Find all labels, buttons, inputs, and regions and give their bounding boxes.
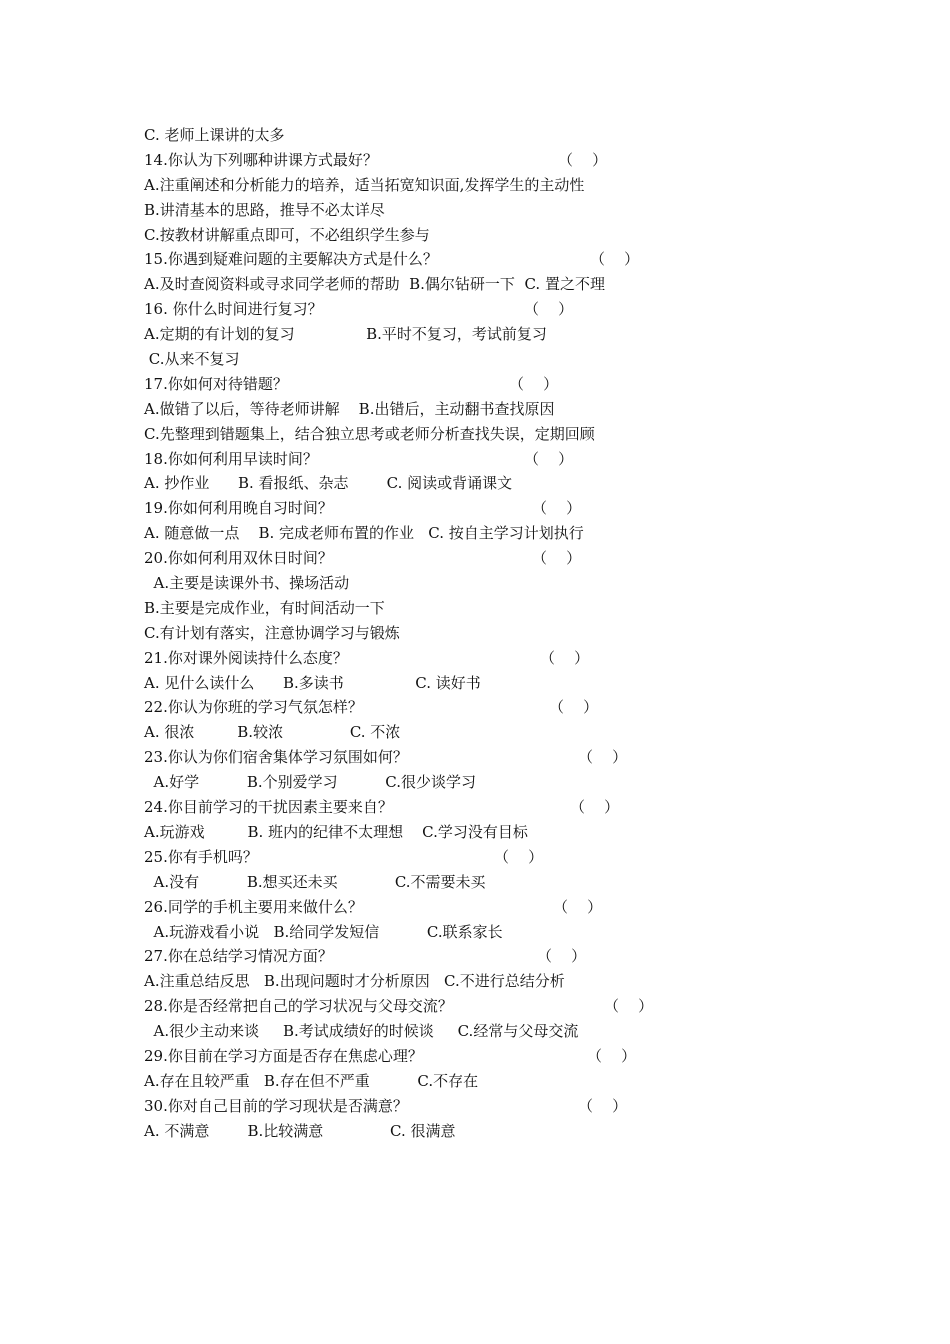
answer-option-line bbox=[144, 720, 744, 745]
option-text: A.定期的有计划的复习 B.平时不复习，考试前复习 bbox=[144, 325, 547, 344]
question-text: 24.你目前学习的干扰因素主要来自？ bbox=[144, 798, 393, 817]
question-line bbox=[144, 745, 744, 770]
option-text: A.及时查阅资料或寻求同学老师的帮助 B.偶尔钻研一下 C. 置之不理 bbox=[144, 275, 605, 294]
answer-blank[interactable]: （ ） bbox=[532, 549, 582, 568]
answer-option-line bbox=[144, 770, 744, 795]
answer-option-line bbox=[144, 422, 744, 447]
question-text: 16. 你什么时间进行复习？ bbox=[144, 300, 323, 319]
question-text: 22.你认为你班的学习气氛怎样？ bbox=[144, 698, 363, 717]
question-text: 29.你目前在学习方面是否存在焦虑心理？ bbox=[144, 1046, 423, 1065]
answer-blank[interactable]: （ ） bbox=[532, 499, 582, 518]
option-text: C.有计划有落实，注意协调学习与锻炼 bbox=[144, 623, 400, 642]
option-text: A. 不满意 B.比较满意 C. 很满意 bbox=[144, 1121, 456, 1140]
answer-blank[interactable]: （ ） bbox=[524, 300, 574, 319]
answer-blank[interactable]: （ ） bbox=[509, 374, 559, 393]
answer-option-line bbox=[144, 920, 744, 945]
option-text: A.做错了以后，等待老师讲解 B.出错后，主动翻书查找原因 bbox=[144, 399, 555, 418]
question-line bbox=[144, 496, 744, 521]
answer-option-line bbox=[144, 1069, 744, 1094]
question-line bbox=[144, 994, 744, 1019]
question-line bbox=[144, 695, 744, 720]
question-text: 19.你如何利用晚自习时间？ bbox=[144, 499, 333, 518]
answer-option-line bbox=[144, 123, 744, 148]
answer-blank[interactable]: （ ） bbox=[590, 250, 640, 269]
question-text: 20.你如何利用双休日时间？ bbox=[144, 549, 333, 568]
question-line bbox=[144, 148, 744, 173]
question-line bbox=[144, 895, 744, 920]
answer-option-line bbox=[144, 198, 744, 223]
option-text: A.很少主动来谈 B.考试成绩好的时候谈 C.经常与父母交流 bbox=[144, 1022, 579, 1041]
option-text: A. 很浓 B.较浓 C. 不浓 bbox=[144, 723, 401, 742]
answer-blank[interactable]: （ ） bbox=[540, 648, 590, 667]
question-line bbox=[144, 297, 744, 322]
question-line bbox=[144, 646, 744, 671]
question-line bbox=[144, 247, 744, 272]
answer-option-line bbox=[144, 571, 744, 596]
answer-option-line bbox=[144, 397, 744, 422]
option-text: A.玩游戏 B. 班内的纪律不太理想 C.学习没有目标 bbox=[144, 822, 528, 841]
answer-option-line bbox=[144, 596, 744, 621]
answer-option-line bbox=[144, 471, 744, 496]
option-text: A.注重阐述和分析能力的培养，适当拓宽知识面,发挥学生的主动性 bbox=[144, 175, 585, 194]
question-line bbox=[144, 944, 744, 969]
question-text: 26.同学的手机主要用来做什么？ bbox=[144, 897, 363, 916]
option-text: A. 随意做一点 B. 完成老师布置的作业 C. 按自主学习计划执行 bbox=[144, 524, 584, 543]
answer-blank[interactable]: （ ） bbox=[524, 449, 574, 468]
option-text: A.玩游戏看小说 B.给同学发短信 C.联系家长 bbox=[144, 922, 503, 941]
question-line bbox=[144, 1044, 744, 1069]
question-line bbox=[144, 845, 744, 870]
answer-option-line bbox=[144, 1119, 744, 1144]
question-text: 15.你遇到疑难问题的主要解决方式是什么？ bbox=[144, 250, 438, 269]
option-text: A.主要是读课外书、操场活动 bbox=[144, 574, 350, 593]
option-text: A.存在且较严重 B.存在但不严重 C.不存在 bbox=[144, 1071, 479, 1090]
answer-option-line bbox=[144, 223, 744, 248]
answer-blank[interactable]: （ ） bbox=[578, 748, 628, 767]
option-text: C.先整理到错题集上，结合独立思考或老师分析查找失误，定期回顾 bbox=[144, 424, 595, 443]
option-text: A. 见什么读什么 B.多读书 C. 读好书 bbox=[144, 673, 481, 692]
answer-option-line bbox=[144, 173, 744, 198]
question-text: 17.你如何对待错题？ bbox=[144, 374, 288, 393]
question-line bbox=[144, 546, 744, 571]
answer-option-line bbox=[144, 521, 744, 546]
answer-blank[interactable]: （ ） bbox=[558, 150, 608, 169]
option-text: B.主要是完成作业，有时间活动一下 bbox=[144, 598, 385, 617]
answer-blank[interactable]: （ ） bbox=[578, 1096, 628, 1115]
question-text: 28.你是否经常把自己的学习状况与父母交流？ bbox=[144, 997, 453, 1016]
answer-option-line bbox=[144, 322, 744, 347]
option-text: B.讲清基本的思路，推导不必太详尽 bbox=[144, 200, 385, 219]
answer-option-line bbox=[144, 621, 744, 646]
answer-option-line bbox=[144, 870, 744, 895]
answer-option-line bbox=[144, 671, 744, 696]
option-text: A.没有 B.想买还未买 C.不需要未买 bbox=[144, 872, 486, 891]
question-line bbox=[144, 795, 744, 820]
answer-blank[interactable]: （ ） bbox=[494, 847, 544, 866]
question-text: 23.你认为你们宿舍集体学习氛围如何？ bbox=[144, 748, 408, 767]
answer-option-line bbox=[144, 1019, 744, 1044]
question-text: 18.你如何利用早读时间？ bbox=[144, 449, 318, 468]
question-text: 30.你对自己目前的学习现状是否满意？ bbox=[144, 1096, 408, 1115]
answer-blank[interactable]: （ ） bbox=[587, 1046, 637, 1065]
answer-blank[interactable]: （ ） bbox=[553, 897, 603, 916]
answer-blank[interactable]: （ ） bbox=[549, 698, 599, 717]
answer-option-line bbox=[144, 347, 744, 372]
answer-option-line bbox=[144, 820, 744, 845]
question-text: 21.你对课外阅读持什么态度？ bbox=[144, 648, 348, 667]
answer-blank[interactable]: （ ） bbox=[604, 997, 654, 1016]
question-text: 25.你有手机吗？ bbox=[144, 847, 258, 866]
question-line bbox=[144, 1094, 744, 1119]
answer-option-line bbox=[144, 272, 744, 297]
option-text: A.注重总结反思 B.出现问题时才分析原因 C.不进行总结分析 bbox=[144, 972, 565, 991]
answer-option-line bbox=[144, 969, 744, 994]
option-text: A.好学 B.个别爱学习 C.很少谈学习 bbox=[144, 773, 477, 792]
option-text: C.从来不复习 bbox=[144, 350, 240, 369]
option-text: C. 老师上课讲的太多 bbox=[144, 126, 285, 144]
question-text: 27.你在总结学习情况方面？ bbox=[144, 947, 333, 966]
question-line bbox=[144, 447, 744, 472]
questionnaire-body bbox=[144, 123, 744, 1144]
option-text: C.按教材讲解重点即可，不必组织学生参与 bbox=[144, 225, 430, 244]
answer-blank[interactable]: （ ） bbox=[537, 947, 587, 966]
question-line bbox=[144, 372, 744, 397]
question-text: 14.你认为下列哪种讲课方式最好？ bbox=[144, 150, 378, 169]
answer-blank[interactable]: （ ） bbox=[570, 798, 620, 817]
option-text: A. 抄作业 B. 看报纸、杂志 C. 阅读或背诵课文 bbox=[144, 474, 513, 493]
